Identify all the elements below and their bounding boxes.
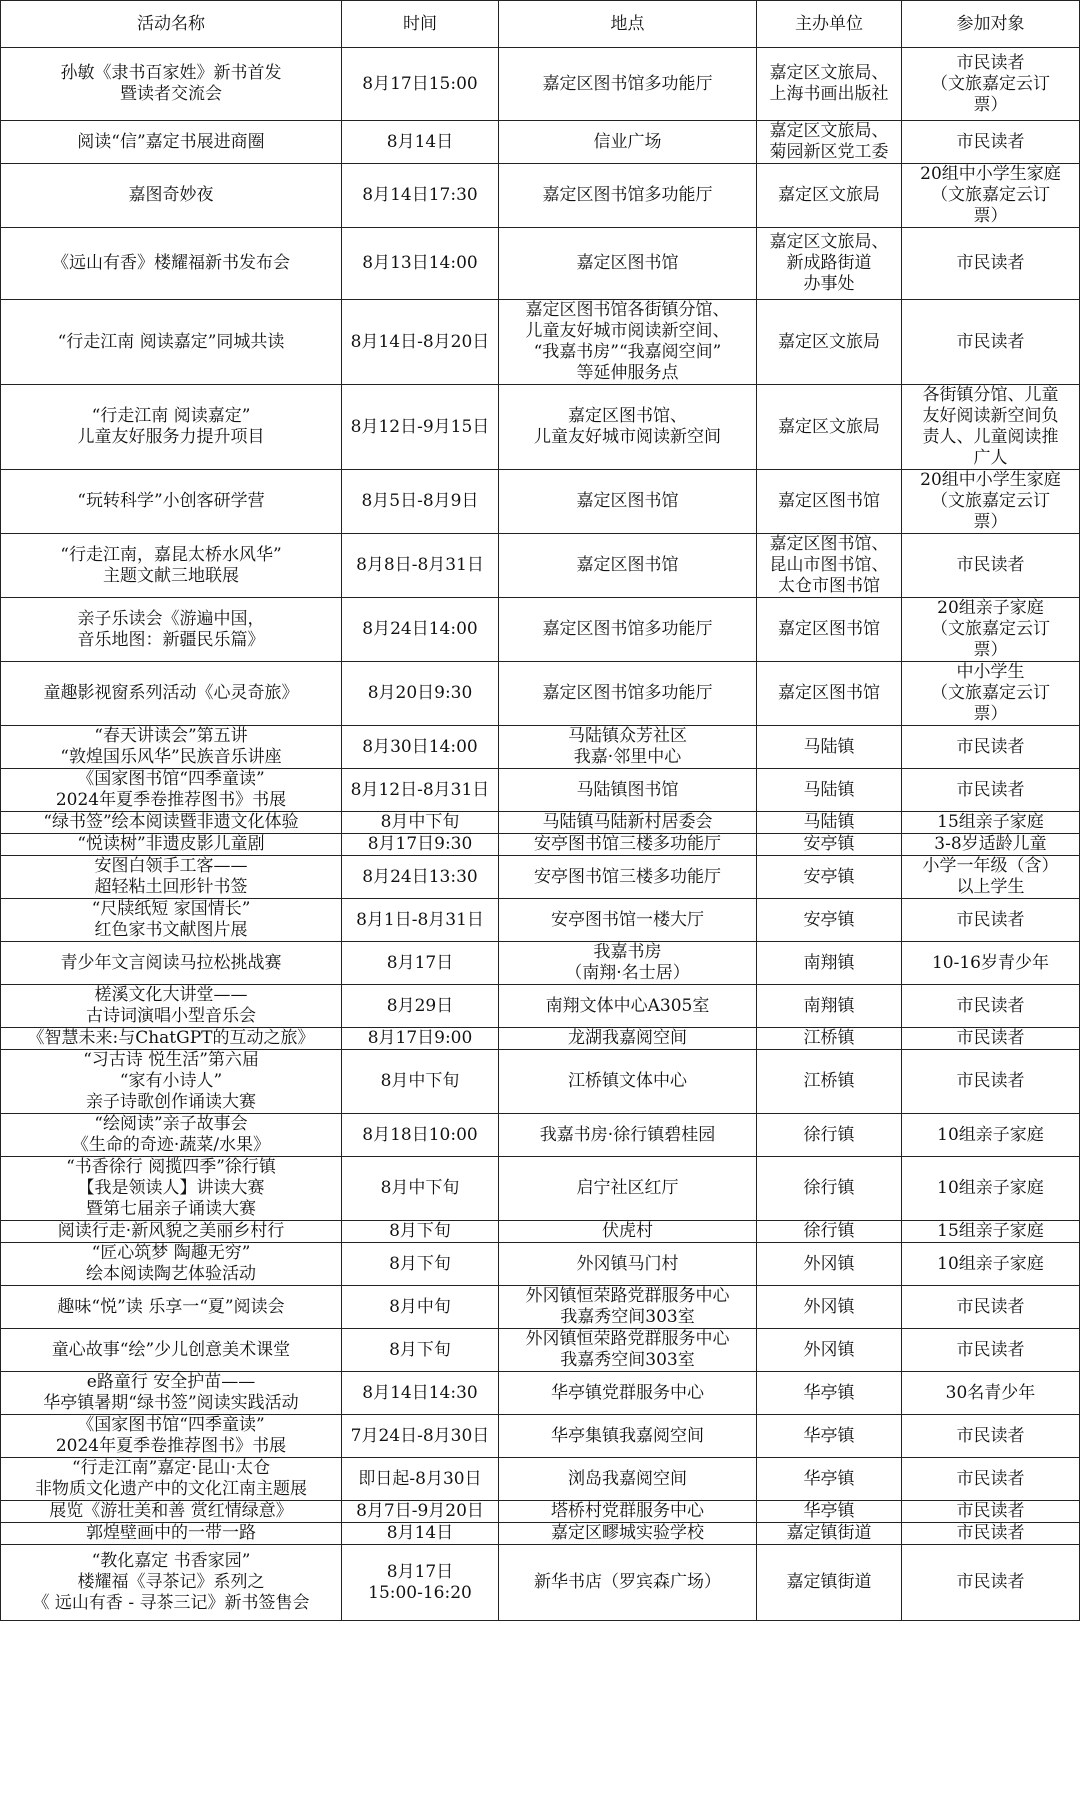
cell-location: 我嘉书房·徐行镇碧桂园	[499, 1114, 757, 1157]
cell-participants: 市民读者	[902, 1545, 1080, 1621]
cell-location: 江桥镇文体中心	[499, 1050, 757, 1114]
cell-time: 8月5日-8月9日	[342, 470, 499, 534]
cell-participants: 30名青少年	[902, 1372, 1080, 1415]
cell-organizer: 外冈镇	[757, 1243, 902, 1286]
cell-participants: 市民读者	[902, 534, 1080, 598]
cell-activity-name: 童趣影视窗系列活动《心灵奇旅》	[1, 662, 342, 726]
cell-activity-name: “绿书签”绘本阅读暨非遗文化体验	[1, 812, 342, 834]
cell-activity-name: 《国家图书馆“四季童读” 2024年夏季卷推荐图书》书展	[1, 1415, 342, 1458]
table-row	[1, 834, 1080, 856]
table-row	[1, 942, 1080, 985]
cell-participants: 市民读者	[902, 1329, 1080, 1372]
cell-participants: 市民读者	[902, 1501, 1080, 1523]
table-row	[1, 1114, 1080, 1157]
cell-location: 外冈镇恒荣路党群服务中心 我嘉秀空间303室	[499, 1329, 757, 1372]
cell-activity-name: “悦读树”非遗皮影儿童剧	[1, 834, 342, 856]
cell-time: 8月下旬	[342, 1221, 499, 1243]
table-row	[1, 1523, 1080, 1545]
table-row	[1, 1458, 1080, 1501]
cell-organizer: 马陆镇	[757, 769, 902, 812]
cell-location: 嘉定区图书馆多功能厅	[499, 164, 757, 228]
cell-activity-name: 展览《游壮美和善 赏红情绿意》	[1, 1501, 342, 1523]
cell-location: 马陆镇众芳社区 我嘉·邻里中心	[499, 726, 757, 769]
cell-time: 8月8日-8月31日	[342, 534, 499, 598]
header-activity-name: 活动名称	[1, 1, 342, 48]
cell-time: 8月17日 15:00-16:20	[342, 1545, 499, 1621]
cell-participants: 20组亲子家庭 （文旅嘉定云订 票）	[902, 598, 1080, 662]
cell-location: 嘉定区图书馆各街镇分馆、 儿童友好城市阅读新空间、 “我嘉书房”“我嘉阅空间” 等延伸服务点	[499, 300, 757, 385]
cell-participants: 小学一年级（含） 以上学生	[902, 856, 1080, 899]
cell-activity-name: 安图白领手工客—— 超轻粘土回形针书签	[1, 856, 342, 899]
cell-organizer: 安亭镇	[757, 856, 902, 899]
cell-time: 8月下旬	[342, 1243, 499, 1286]
table-row	[1, 812, 1080, 834]
cell-organizer: 江桥镇	[757, 1028, 902, 1050]
cell-location: 嘉定区图书馆多功能厅	[499, 598, 757, 662]
cell-time: 8月14日-8月20日	[342, 300, 499, 385]
cell-location: 华亭集镇我嘉阅空间	[499, 1415, 757, 1458]
cell-time: 8月30日14:00	[342, 726, 499, 769]
cell-organizer: 徐行镇	[757, 1114, 902, 1157]
cell-activity-name: 阅读“信”嘉定书展进商圈	[1, 121, 342, 164]
cell-organizer: 徐行镇	[757, 1157, 902, 1221]
cell-location: 南翔文体中心A305室	[499, 985, 757, 1028]
cell-time: 8月中下旬	[342, 1157, 499, 1221]
cell-time: 8月24日14:00	[342, 598, 499, 662]
cell-organizer: 嘉定区图书馆、 昆山市图书馆、 太仓市图书馆	[757, 534, 902, 598]
cell-organizer: 徐行镇	[757, 1221, 902, 1243]
table-row	[1, 1329, 1080, 1372]
cell-time: 8月14日	[342, 121, 499, 164]
cell-time: 8月14日17:30	[342, 164, 499, 228]
cell-time: 即日起-8月30日	[342, 1458, 499, 1501]
cell-organizer: 安亭镇	[757, 834, 902, 856]
cell-activity-name: “春天讲读会”第五讲 “敦煌国乐风华”民族音乐讲座	[1, 726, 342, 769]
cell-location: 嘉定区图书馆	[499, 534, 757, 598]
cell-location: 嘉定区图书馆多功能厅	[499, 662, 757, 726]
cell-activity-name: 《远山有香》楼耀福新书发布会	[1, 228, 342, 300]
cell-location: 华亭镇党群服务中心	[499, 1372, 757, 1415]
cell-participants: 10组亲子家庭	[902, 1243, 1080, 1286]
cell-participants: 10组亲子家庭	[902, 1114, 1080, 1157]
table-row	[1, 769, 1080, 812]
cell-time: 8月中下旬	[342, 812, 499, 834]
cell-activity-name: “尺牍纸短 家国情长” 红色家书文献图片展	[1, 899, 342, 942]
cell-time: 8月20日9:30	[342, 662, 499, 726]
cell-participants: 市民读者	[902, 1028, 1080, 1050]
cell-activity-name: “玩转科学”小创客研学营	[1, 470, 342, 534]
table-row	[1, 1050, 1080, 1114]
cell-participants: 20组中小学生家庭 （文旅嘉定云订 票）	[902, 164, 1080, 228]
table-row	[1, 470, 1080, 534]
cell-participants: 20组中小学生家庭 （文旅嘉定云订 票）	[902, 470, 1080, 534]
cell-location: 龙湖我嘉阅空间	[499, 1028, 757, 1050]
cell-participants: 市民读者	[902, 121, 1080, 164]
cell-participants: 市民读者	[902, 1050, 1080, 1114]
cell-participants: 市民读者	[902, 1415, 1080, 1458]
cell-time: 8月17日9:30	[342, 834, 499, 856]
table-row	[1, 726, 1080, 769]
cell-participants: 3-8岁适龄儿童	[902, 834, 1080, 856]
header-time: 时间	[342, 1, 499, 48]
cell-location: 我嘉书房 （南翔·名士居）	[499, 942, 757, 985]
cell-organizer: 嘉定区文旅局、 新成路街道 办事处	[757, 228, 902, 300]
cell-location: 浏岛我嘉阅空间	[499, 1458, 757, 1501]
table-row	[1, 228, 1080, 300]
cell-participants: 中小学生 （文旅嘉定云订 票）	[902, 662, 1080, 726]
cell-participants: 市民读者	[902, 769, 1080, 812]
table-row	[1, 1221, 1080, 1243]
cell-activity-name: 阅读行走·新风貌之美丽乡村行	[1, 1221, 342, 1243]
cell-organizer: 嘉定区图书馆	[757, 598, 902, 662]
cell-organizer: 嘉定区文旅局	[757, 164, 902, 228]
cell-participants: 10-16岁青少年	[902, 942, 1080, 985]
table-row	[1, 300, 1080, 385]
table-row	[1, 48, 1080, 121]
cell-organizer: 嘉定区文旅局	[757, 385, 902, 470]
cell-participants: 10组亲子家庭	[902, 1157, 1080, 1221]
cell-location: 嘉定区疁城实验学校	[499, 1523, 757, 1545]
cell-organizer: 嘉定镇街道	[757, 1545, 902, 1621]
table-row	[1, 662, 1080, 726]
cell-time: 8月24日13:30	[342, 856, 499, 899]
cell-organizer: 华亭镇	[757, 1415, 902, 1458]
cell-activity-name: “书香徐行 阅揽四季”徐行镇 【我是领读人】讲读大赛 暨第七届亲子诵读大赛	[1, 1157, 342, 1221]
cell-participants: 15组亲子家庭	[902, 1221, 1080, 1243]
cell-organizer: 南翔镇	[757, 942, 902, 985]
table-row	[1, 1286, 1080, 1329]
cell-location: 马陆镇马陆新村居委会	[499, 812, 757, 834]
cell-activity-name: “匠心筑梦 陶趣无穷” 绘本阅读陶艺体验活动	[1, 1243, 342, 1286]
cell-participants: 市民读者	[902, 300, 1080, 385]
cell-time: 8月14日14:30	[342, 1372, 499, 1415]
cell-location: 外冈镇恒荣路党群服务中心 我嘉秀空间303室	[499, 1286, 757, 1329]
cell-location: 伏虎村	[499, 1221, 757, 1243]
cell-participants: 市民读者 （文旅嘉定云订 票）	[902, 48, 1080, 121]
cell-location: 嘉定区图书馆多功能厅	[499, 48, 757, 121]
cell-organizer: 嘉定区文旅局、 菊园新区党工委	[757, 121, 902, 164]
cell-organizer: 嘉定区图书馆	[757, 470, 902, 534]
cell-time: 8月中下旬	[342, 1050, 499, 1114]
cell-activity-name: 青少年文言阅读马拉松挑战赛	[1, 942, 342, 985]
cell-organizer: 外冈镇	[757, 1329, 902, 1372]
cell-organizer: 马陆镇	[757, 726, 902, 769]
cell-time: 8月14日	[342, 1523, 499, 1545]
cell-activity-name: “习古诗 悦生活”第六届 “家有小诗人” 亲子诗歌创作诵读大赛	[1, 1050, 342, 1114]
cell-location: 安亭图书馆一楼大厅	[499, 899, 757, 942]
table-row	[1, 985, 1080, 1028]
table-row	[1, 1415, 1080, 1458]
cell-time: 8月12日-8月31日	[342, 769, 499, 812]
cell-organizer: 华亭镇	[757, 1458, 902, 1501]
cell-location: 嘉定区图书馆	[499, 228, 757, 300]
cell-activity-name: 趣味“悦”读 乐享一“夏”阅读会	[1, 1286, 342, 1329]
table-row	[1, 899, 1080, 942]
cell-organizer: 南翔镇	[757, 985, 902, 1028]
header-organizer: 主办单位	[757, 1, 902, 48]
header-location: 地点	[499, 1, 757, 48]
table-row	[1, 1372, 1080, 1415]
cell-organizer: 嘉定区文旅局	[757, 300, 902, 385]
table-row	[1, 1028, 1080, 1050]
table-row	[1, 598, 1080, 662]
cell-organizer: 安亭镇	[757, 899, 902, 942]
cell-participants: 各街镇分馆、儿童 友好阅读新空间负 责人、儿童阅读推 广人	[902, 385, 1080, 470]
cell-location: 新华书店（罗宾森广场）	[499, 1545, 757, 1621]
cell-activity-name: 亲子乐读会《游遍中国， 音乐地图：新疆民乐篇》	[1, 598, 342, 662]
cell-location: 嘉定区图书馆	[499, 470, 757, 534]
cell-activity-name: “行走江南 阅读嘉定”同城共读	[1, 300, 342, 385]
cell-participants: 15组亲子家庭	[902, 812, 1080, 834]
cell-participants: 市民读者	[902, 726, 1080, 769]
cell-organizer: 嘉定区图书馆	[757, 662, 902, 726]
cell-participants: 市民读者	[902, 228, 1080, 300]
cell-organizer: 华亭镇	[757, 1372, 902, 1415]
cell-organizer: 马陆镇	[757, 812, 902, 834]
cell-participants: 市民读者	[902, 985, 1080, 1028]
table-row	[1, 1501, 1080, 1523]
cell-activity-name: 郭煌壁画中的一带一路	[1, 1523, 342, 1545]
cell-location: 安亭图书馆三楼多功能厅	[499, 834, 757, 856]
cell-organizer: 嘉定镇街道	[757, 1523, 902, 1545]
cell-location: 信业广场	[499, 121, 757, 164]
cell-location: 马陆镇图书馆	[499, 769, 757, 812]
table-row	[1, 534, 1080, 598]
cell-activity-name: 嘉图奇妙夜	[1, 164, 342, 228]
cell-activity-name: 孙敏《隶书百家姓》新书首发 暨读者交流会	[1, 48, 342, 121]
table-row	[1, 1545, 1080, 1621]
cell-participants: 市民读者	[902, 1458, 1080, 1501]
cell-time: 8月1日-8月31日	[342, 899, 499, 942]
cell-participants: 市民读者	[902, 899, 1080, 942]
cell-organizer: 华亭镇	[757, 1501, 902, 1523]
cell-time: 8月17日	[342, 942, 499, 985]
cell-location: 塔桥村党群服务中心	[499, 1501, 757, 1523]
table-row	[1, 856, 1080, 899]
cell-activity-name: 《国家图书馆“四季童读” 2024年夏季卷推荐图书》书展	[1, 769, 342, 812]
cell-location: 外冈镇马门村	[499, 1243, 757, 1286]
cell-activity-name: “行走江南，嘉昆太桥水风华” 主题文献三地联展	[1, 534, 342, 598]
cell-activity-name: e路童行 安全护苗—— 华亭镇暑期“绿书签”阅读实践活动	[1, 1372, 342, 1415]
cell-activity-name: “行走江南”嘉定·昆山·太仓 非物质文化遗产中的文化江南主题展	[1, 1458, 342, 1501]
cell-time: 8月中旬	[342, 1286, 499, 1329]
cell-time: 8月18日10:00	[342, 1114, 499, 1157]
table-row	[1, 385, 1080, 470]
header-participants: 参加对象	[902, 1, 1080, 48]
table-row	[1, 164, 1080, 228]
cell-time: 8月13日14:00	[342, 228, 499, 300]
cell-activity-name: “绘阅读”亲子故事会 《生命的奇迹·蔬菜/水果》	[1, 1114, 342, 1157]
cell-time: 8月12日-9月15日	[342, 385, 499, 470]
cell-time: 7月24日-8月30日	[342, 1415, 499, 1458]
cell-time: 8月7日-9月20日	[342, 1501, 499, 1523]
cell-organizer: 江桥镇	[757, 1050, 902, 1114]
cell-location: 启宁社区红厅	[499, 1157, 757, 1221]
cell-activity-name: “教化嘉定 书香家园” 楼耀福《寻茶记》系列之 《 远山有香 - 寻茶三记》新书签售会	[1, 1545, 342, 1621]
cell-time: 8月17日9:00	[342, 1028, 499, 1050]
cell-participants: 市民读者	[902, 1286, 1080, 1329]
cell-activity-name: 《智慧未来:与ChatGPT的互动之旅》	[1, 1028, 342, 1050]
cell-time: 8月下旬	[342, 1329, 499, 1372]
cell-location: 安亭图书馆三楼多功能厅	[499, 856, 757, 899]
cell-time: 8月17日15:00	[342, 48, 499, 121]
cell-activity-name: “行走江南 阅读嘉定” 儿童友好服务力提升项目	[1, 385, 342, 470]
cell-organizer: 外冈镇	[757, 1286, 902, 1329]
cell-organizer: 嘉定区文旅局、 上海书画出版社	[757, 48, 902, 121]
cell-activity-name: 童心故事“绘”少儿创意美术课堂	[1, 1329, 342, 1372]
table-row	[1, 121, 1080, 164]
header-row	[1, 1, 1080, 48]
cell-participants: 市民读者	[902, 1523, 1080, 1545]
cell-time: 8月29日	[342, 985, 499, 1028]
cell-activity-name: 槎溪文化大讲堂—— 古诗词演唱小型音乐会	[1, 985, 342, 1028]
table-row	[1, 1157, 1080, 1221]
cell-location: 嘉定区图书馆、 儿童友好城市阅读新空间	[499, 385, 757, 470]
table-row	[1, 1243, 1080, 1286]
